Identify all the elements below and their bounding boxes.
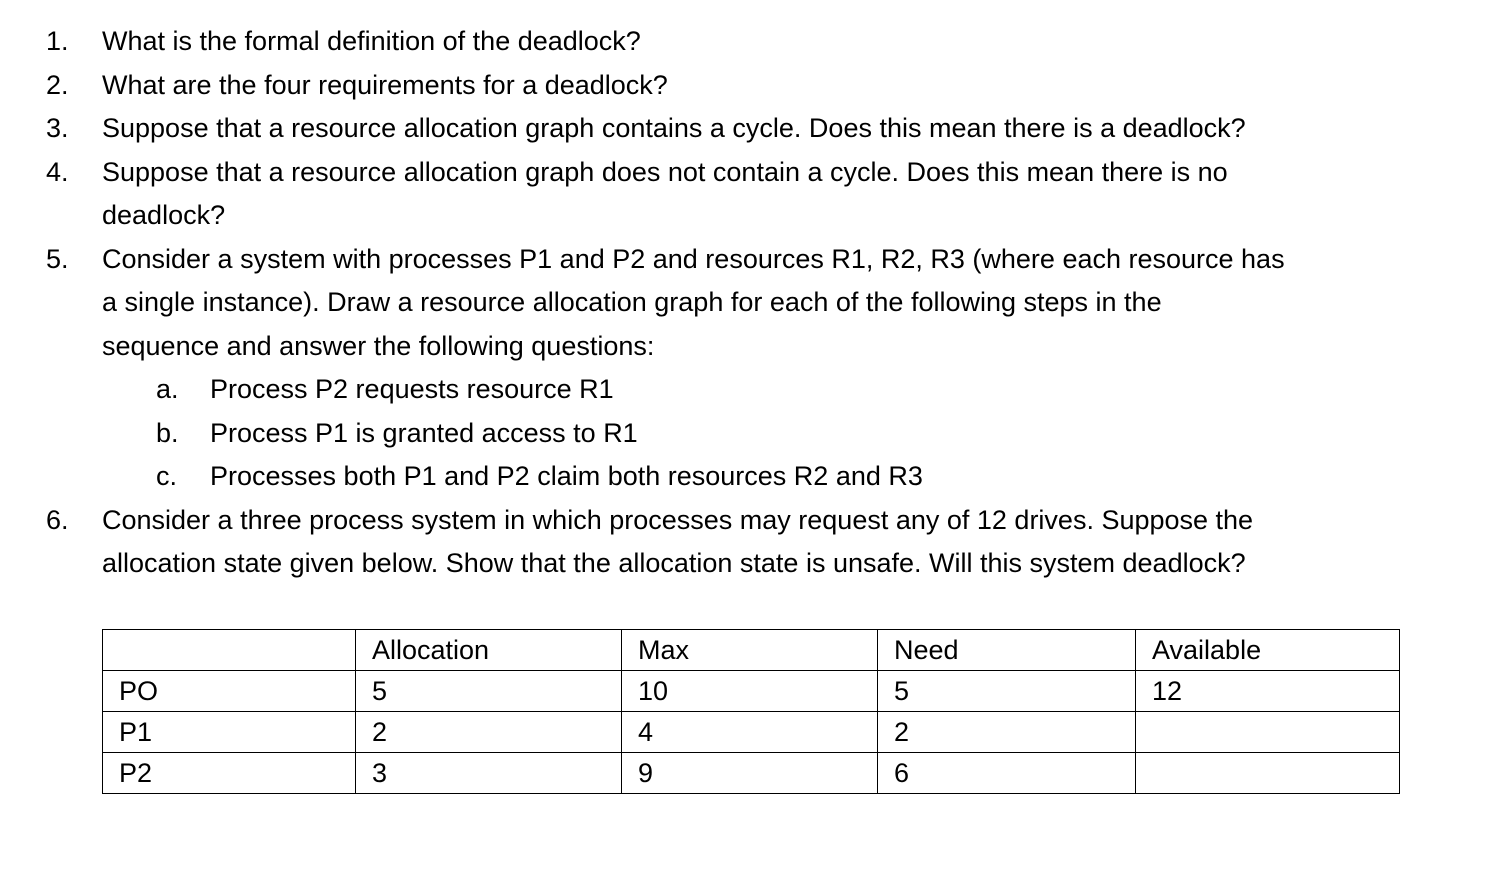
table-cell bbox=[1136, 753, 1400, 794]
table-cell: 5 bbox=[878, 671, 1136, 712]
subitem-letter: a. bbox=[156, 374, 179, 404]
table-cell: 2 bbox=[356, 712, 622, 753]
question-text: deadlock? bbox=[102, 200, 226, 230]
question-number: 1. bbox=[46, 26, 69, 56]
table-row bbox=[103, 671, 1400, 712]
table-cell: 10 bbox=[622, 671, 878, 712]
question-text: Suppose that a resource allocation graph does not contain a cycle. Does this mean there is no bbox=[102, 157, 1228, 187]
table-cell: PO bbox=[103, 671, 356, 712]
table-cell: 4 bbox=[622, 712, 878, 753]
question-text: What is the formal definition of the deadlock? bbox=[102, 26, 641, 56]
question-text: sequence and answer the following questions: bbox=[102, 331, 655, 361]
table-header-cell: Allocation bbox=[356, 630, 622, 671]
table-cell: P2 bbox=[103, 753, 356, 794]
question-text: a single instance). Draw a resource allocation graph for each of the following steps in the bbox=[102, 287, 1162, 317]
table-cell: 12 bbox=[1136, 671, 1400, 712]
table-header-cell bbox=[103, 630, 356, 671]
table-cell: 2 bbox=[878, 712, 1136, 753]
question-text: Suppose that a resource allocation graph contains a cycle. Does this mean there is a deadlock? bbox=[102, 113, 1246, 143]
question-number: 3. bbox=[46, 113, 69, 143]
table-cell: 6 bbox=[878, 753, 1136, 794]
question-text: Consider a system with processes P1 and P2 and resources R1, R2, R3 (where each resource has bbox=[102, 244, 1285, 274]
subitem-text: Process P1 is granted access to R1 bbox=[210, 418, 638, 448]
question-number: 5. bbox=[46, 244, 69, 274]
question-text: What are the four requirements for a deadlock? bbox=[102, 70, 668, 100]
table-cell: 9 bbox=[622, 753, 878, 794]
table-header-cell: Max bbox=[622, 630, 878, 671]
question-number: 6. bbox=[46, 505, 69, 535]
table-cell bbox=[1136, 712, 1400, 753]
subitem-text: Process P2 requests resource R1 bbox=[210, 374, 614, 404]
table-header-row bbox=[103, 630, 1400, 671]
allocation-table bbox=[102, 629, 1400, 794]
subitem-letter: c. bbox=[156, 461, 178, 491]
table-header-cell: Available bbox=[1136, 630, 1400, 671]
table-cell: P1 bbox=[103, 712, 356, 753]
question-number: 2. bbox=[46, 70, 69, 100]
table-header-cell: Need bbox=[878, 630, 1136, 671]
question-text: allocation state given below. Show that the allocation state is unsafe. Will this system deadlock? bbox=[102, 548, 1246, 578]
question-number: 4. bbox=[46, 157, 69, 187]
table-row bbox=[103, 753, 1400, 794]
question-text: Consider a three process system in which processes may request any of 12 drives. Suppose the bbox=[102, 505, 1254, 535]
subitem-letter: b. bbox=[156, 418, 179, 448]
subitem-text: Processes both P1 and P2 claim both resources R2 and R3 bbox=[210, 461, 923, 491]
table-cell: 5 bbox=[356, 671, 622, 712]
table-cell: 3 bbox=[356, 753, 622, 794]
table-row bbox=[103, 712, 1400, 753]
